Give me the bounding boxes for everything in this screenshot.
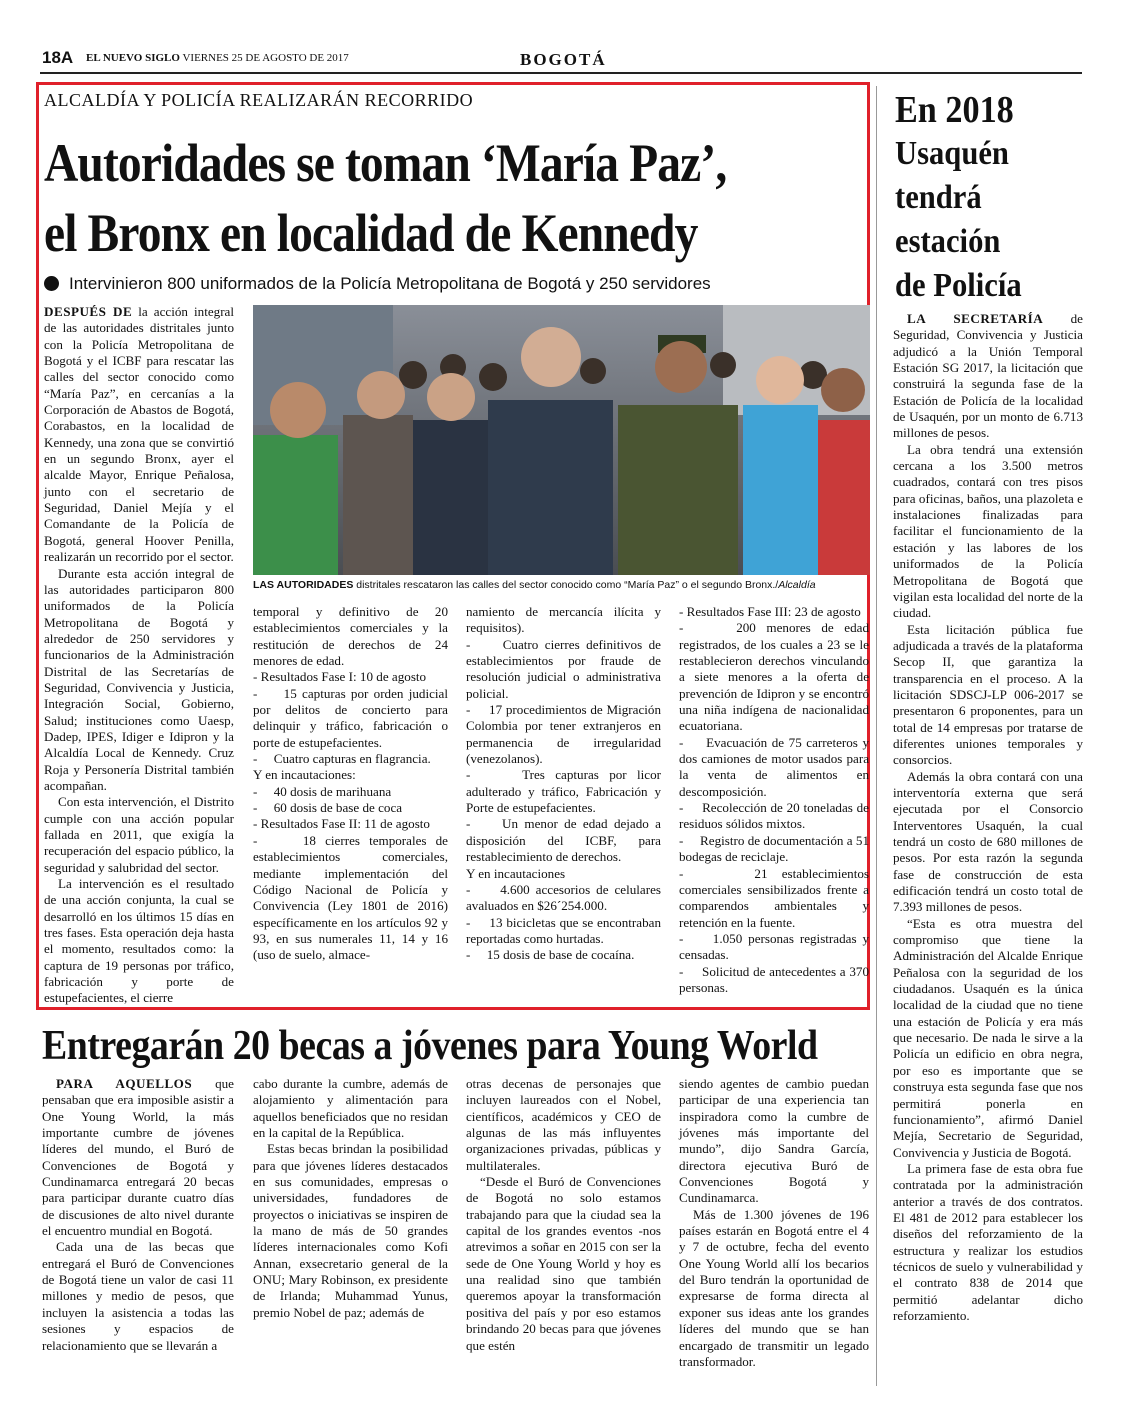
- headline-line-2: el Bronx en localidad de Kennedy: [44, 203, 698, 263]
- lead-in: LA SECRETARÍA: [907, 311, 1044, 326]
- second-column-4: [679, 1076, 869, 1370]
- paragraph: [893, 311, 1083, 442]
- article-headline: [44, 128, 774, 268]
- list-item: - 15 dosis de base de cocaína.: [466, 947, 635, 963]
- side-headline-line: de Policía: [895, 267, 1022, 304]
- paragraph: Más de 1.300 jóvenes de 196 países estarán en Bogotá entre el 4 y 7 de octubre, fecha del evento One Young World allí los becarios del Buro tendrán la oportunidad de expresarse de forma directa al exponer sus ideas ante los grandes líderes del mundo que se han encargado de transmitir un legado transformador.: [679, 1206, 869, 1369]
- second-headline: Entregarán 20 becas a jóvenes para Young World: [42, 1023, 818, 1069]
- list-item: - 40 dosis de marihuana: [253, 783, 392, 799]
- paragraph: [44, 304, 234, 566]
- paragraph: Esta licitación pública fue adjudicada a través de la plataforma Secop II, que garantiza la transparencia en el proceso. A la licitación SDSCJ-LP 006-2017 se presentaron 6 proponentes, para un total de 14 empresas por tratarse de diferentes uniones temporales y consorcios.: [893, 621, 1083, 768]
- side-headline-line: tendrá: [895, 179, 982, 216]
- list-item: - Recolección de 20 toneladas de residuos sólidos mixtos.: [679, 800, 869, 832]
- summary-text: Intervinieron 800 uniformados de la Policía Metropolitana de Bogotá y 250 servidores: [69, 274, 711, 293]
- list-item: - Registro de documentación a 51 bodegas de reciclaje.: [679, 832, 869, 865]
- second-column-1: [42, 1076, 234, 1354]
- paragraph: “Esta es otra muestra del compromiso que tiene la Administración del Alcalde Enrique Peñalosa con la seguridad de los ciudadanos. Usaquén es la única localidad de la ciudad que no tiene una estación de Policía y era más que necesario. De nada le sirve a la Policía un edificio en obra negra, por eso es importante que se construya esta segunda fase que nos permitirá ponerla en funcionamiento”, afirmó Daniel Mejía, Secretario de Seguridad, Convivencia y Justicia de Bogotá.: [893, 915, 1083, 1160]
- paragraph: La obra tendrá una extensión cercana a los 3.500 metros cuadrados, contará con tres pisos para oficinas, baños, una plazoleta e instalaciones finalizadas para facilitar el funcionamiento de la estación y las labores de los uniformados de la Policía Metropolitana de Bogotá que vigilan esta localidad del norte de la ciudad.: [893, 441, 1083, 621]
- list-item: - 200 menores de edad registrados, de los cuales a 23 se le restablecieron derechos vinculando a siete menores a la oferta de prevención de Idipron y se encontró una niña indígena de nacionalidad ecuatoriana.: [679, 620, 869, 734]
- list-item: - 17 procedimientos de Migración Colombia por tener extranjeros en permanencia de irregularidad (venezolanos).: [466, 702, 661, 767]
- article-column-3: [466, 604, 661, 964]
- list-item: - 60 dosis de base de coca: [253, 800, 403, 816]
- article-summary: [44, 274, 711, 294]
- paragraph: Cada una de las becas que entregará el Buró de Convenciones de Bogotá tiene un valor de casi 11 millones y medio de pesos, que incluyen la asistencia a todas las sesiones y espacios de relacionamiento que se llevarán a: [42, 1239, 234, 1353]
- list-item: - 18 cierres temporales de establecimientos comerciales, mediante implementación del Código Nacional de Policía y Convivencia (Ley 1801 de 2016) específicamente en los artículos 92 y 93, en sus numerales 11, 14 y 16 (uso de suelo, almace-: [253, 832, 448, 963]
- side-article-body: [893, 311, 1083, 1324]
- list-item: - Cuatro cierres definitivos de establecimientos por fraude de resolución judicial o administrativa policial.: [466, 636, 661, 701]
- paragraph: [42, 1076, 234, 1239]
- list-item: - 13 bicicletas que se encontraban reportadas como hurtadas.: [466, 914, 661, 946]
- issue-date: VIERNES 25 DE AGOSTO DE 2017: [182, 52, 349, 64]
- caption-text: distritales rescataron las calles del sector conocido como “María Paz” o el segundo Bronx./: [353, 579, 779, 591]
- paragraph: Durante esta acción integral de las autoridades participaron 800 uniformados de la Policía Metropolitana de Bogotá y alrededor de 250 servidores y funcionarios de la Administración Distrital de las Secretarías de Seguridad, Convivencia y Justicia, Integración Social, Gobierno, Salud; instituciones como Uaesp, Dadep, IPES, Idiger e Idipron y la Alcaldía Local de Kennedy. Cruz Roja y Personería Distrital también acompañan.: [44, 565, 234, 793]
- paragraph-text: de Seguridad, Convivencia y Justicia adjudicó a la Unión Temporal Estación SG 2017, la licitación que construirá la segunda fase de la Estación de Policía de la localidad de Usaquén, por un monto de 6.713 millones de pesos.: [893, 311, 1083, 441]
- paragraph: La primera fase de esta obra fue contratada por la administración anterior a través de dos contratos. El 481 de 2012 para establecer los diseños del reforzamiento de la estructura y realizar los estudios técnicos de suelo y vulnerabilidad y el contrato 838 de 2014 que permitió adelantar dicho reforzamiento.: [893, 1160, 1083, 1323]
- lead-in: DESPUÉS DE: [44, 304, 133, 319]
- list-item: namiento de mercancía ilícita y requisitos).: [466, 604, 661, 636]
- side-headline-line: Usaquén: [895, 135, 1009, 172]
- paragraph: cabo durante la cumbre, además de alojamiento y alimentación para aquellos beneficiados que no residan en la capital de la República.: [253, 1076, 448, 1141]
- paragraph: otras decenas de personajes que incluyen laureados con el Nobel, científicos, académicos y CEO de algunas de las más influyentes organizaciones privadas, públicas y multilaterales.: [466, 1076, 661, 1173]
- column-divider: [876, 86, 877, 1386]
- list-item: Y en incautaciones: [466, 865, 566, 881]
- list-item: Y en incautaciones:: [253, 767, 356, 783]
- second-column-2: [253, 1076, 448, 1321]
- paragraph: Además la obra contará con una interventoría externa que será ejecutada por el Consorcio Interventores Usaquén, la cual tendrá un costo de 680 millones de pesos. Por esta razón la segunda fase de construcción de esta edificación tendrá un costo total de 7.393 millones de pesos.: [893, 768, 1083, 915]
- lead-in: PARA AQUELLOS: [56, 1076, 193, 1091]
- article-photo: [253, 305, 870, 575]
- crowd-photo-image: [253, 305, 870, 575]
- paragraph-text: la acción integral de las autoridades distritales junto con la Policía Metropolitana de Bogotá y el ICBF para rescatar las calles del sector conocido como “María Paz”, en cercanías a la Corporación de Abastos de Bogotá, Corabastos, en la localidad de Kennedy, una zona que se convirtió en un segundo Bronx, ayer el alcalde Mayor, Enrique Peñalosa, junto con el secretario de Seguridad, Daniel Mejía y el Comandante de la Policía de Bogotá, general Hoover Penilla, realizarán un recorrido por el sector.: [44, 304, 234, 565]
- paragraph: Estas becas brindan la posibilidad para que jóvenes líderes destacados en sus comunidades, empresas o universidades, fundadores de proyectos o iniciativas se inspiren de la mano de más de 50 grandes líderes internacionales como Kofi Annan, exsecretario general de la ONU; Mary Robinson, ex presidente de Irlanda; Muhammad Yunus, premio Nobel de paz; además de: [253, 1141, 448, 1320]
- side-headline-line: En 2018: [895, 89, 1014, 131]
- list-item: - 15 capturas por orden judicial por delitos de concierto para delinquir y tráfico, fabricación o porte de estupefacientes.: [253, 685, 448, 750]
- paragraph: Con esta intervención, el Distrito cumple con una acción popular fallada en 2011, que exigía la recuperación del espacio público, la seguridad y salubridad del sector.: [44, 794, 234, 875]
- list-item: - Tres capturas por licor adulterado y tráfico, Fabricación y Porte de estupefacientes.: [466, 767, 661, 816]
- side-headline: [895, 88, 1022, 308]
- list-item: - Cuatro capturas en flagrancia.: [253, 751, 431, 767]
- list-item: - Un menor de edad dejado a disposición del ICBF, para restablecimiento de derechos.: [466, 816, 661, 865]
- list-item: - 21 establecimientos comerciales sensibilizados frente a comparendos ambientales y retención en la fuente.: [679, 865, 869, 930]
- section-title: BOGOTÁ: [520, 50, 607, 69]
- paragraph: “Desde el Buró de Convenciones de Bogotá no solo estamos trabajando para que la ciudad sea la capital de los grandes eventos -nos atrevimos a soñar en 2015 con ser la sede de One Young World y hoy es una realidad sino que también queremos apoyar la transformación positiva del país y por eso estamos brindando 20 becas para que jóvenes que estén: [466, 1174, 661, 1353]
- paragraph: siendo agentes de cambio puedan participar de una experiencia tan inspiradora como la cumbre de jóvenes más importante del mundo”, dijo Sandra García, directora ejecutiva Buró de Convenciones Bogotá y Cundinamarca.: [679, 1076, 869, 1206]
- second-column-3: [466, 1076, 661, 1354]
- paragraph-text: que pensaban que era imposible asistir a One Young World, la más importante cumbre de jóvenes líderes del mundo, el Buró de Convenciones de Bogotá y Cundinamarca entregará 20 becas para participar durante cuatro días de discusiones de alto nivel durante el encuentro mundial en Bogotá.: [42, 1076, 234, 1239]
- list-item: - Resultados Fase III: 23 de agosto: [679, 604, 861, 619]
- page-number: 18A: [42, 48, 74, 67]
- list-item: - Resultados Fase II: 11 de agosto: [253, 816, 430, 832]
- article-kicker: ALCALDÍA Y POLICÍA REALIZARÁN RECORRIDO: [44, 90, 474, 110]
- paper-name: EL NUEVO SIGLO: [86, 52, 180, 64]
- masthead-date: [86, 52, 349, 64]
- list-item: - Resultados Fase I: 10 de agosto: [253, 669, 427, 685]
- article-column-1: [44, 304, 234, 1007]
- photo-credit: Alcaldía: [778, 579, 816, 591]
- list-item: - 4.600 accesorios de celulares avaluados en $26´254.000.: [466, 881, 661, 914]
- article-column-2: [253, 604, 448, 964]
- list-item: - Evacuación de 75 carreteros y dos camiones de motor usados para la venta de alimentos en descomposición.: [679, 734, 869, 799]
- photo-caption: [253, 579, 870, 591]
- bullet-icon: [44, 276, 59, 291]
- list-item: - Solicitud de antecedentes a 370 personas.: [679, 963, 869, 995]
- list-item: - 1.050 personas registradas y censadas.: [679, 930, 869, 963]
- article-column-4: [679, 604, 869, 996]
- caption-lead: LAS AUTORIDADES: [253, 579, 354, 591]
- list-item: temporal y definitivo de 20 establecimientos comerciales y la restitución de derechos de 24 menores de edad.: [253, 604, 448, 669]
- paragraph: La intervención es el resultado de una acción conjunta, la cual se desarrolló en los últimos 15 días en tres fases. Esta operación deja hasta el momento, resultados como: la captura de 19 personas por tráfico, fabricación y porte de estupefacientes, el cierre: [44, 876, 234, 1006]
- side-headline-line: estación: [895, 223, 1001, 260]
- headline-line-1: Autoridades se toman ‘María Paz’,: [44, 133, 727, 193]
- header-rule: [40, 72, 1082, 74]
